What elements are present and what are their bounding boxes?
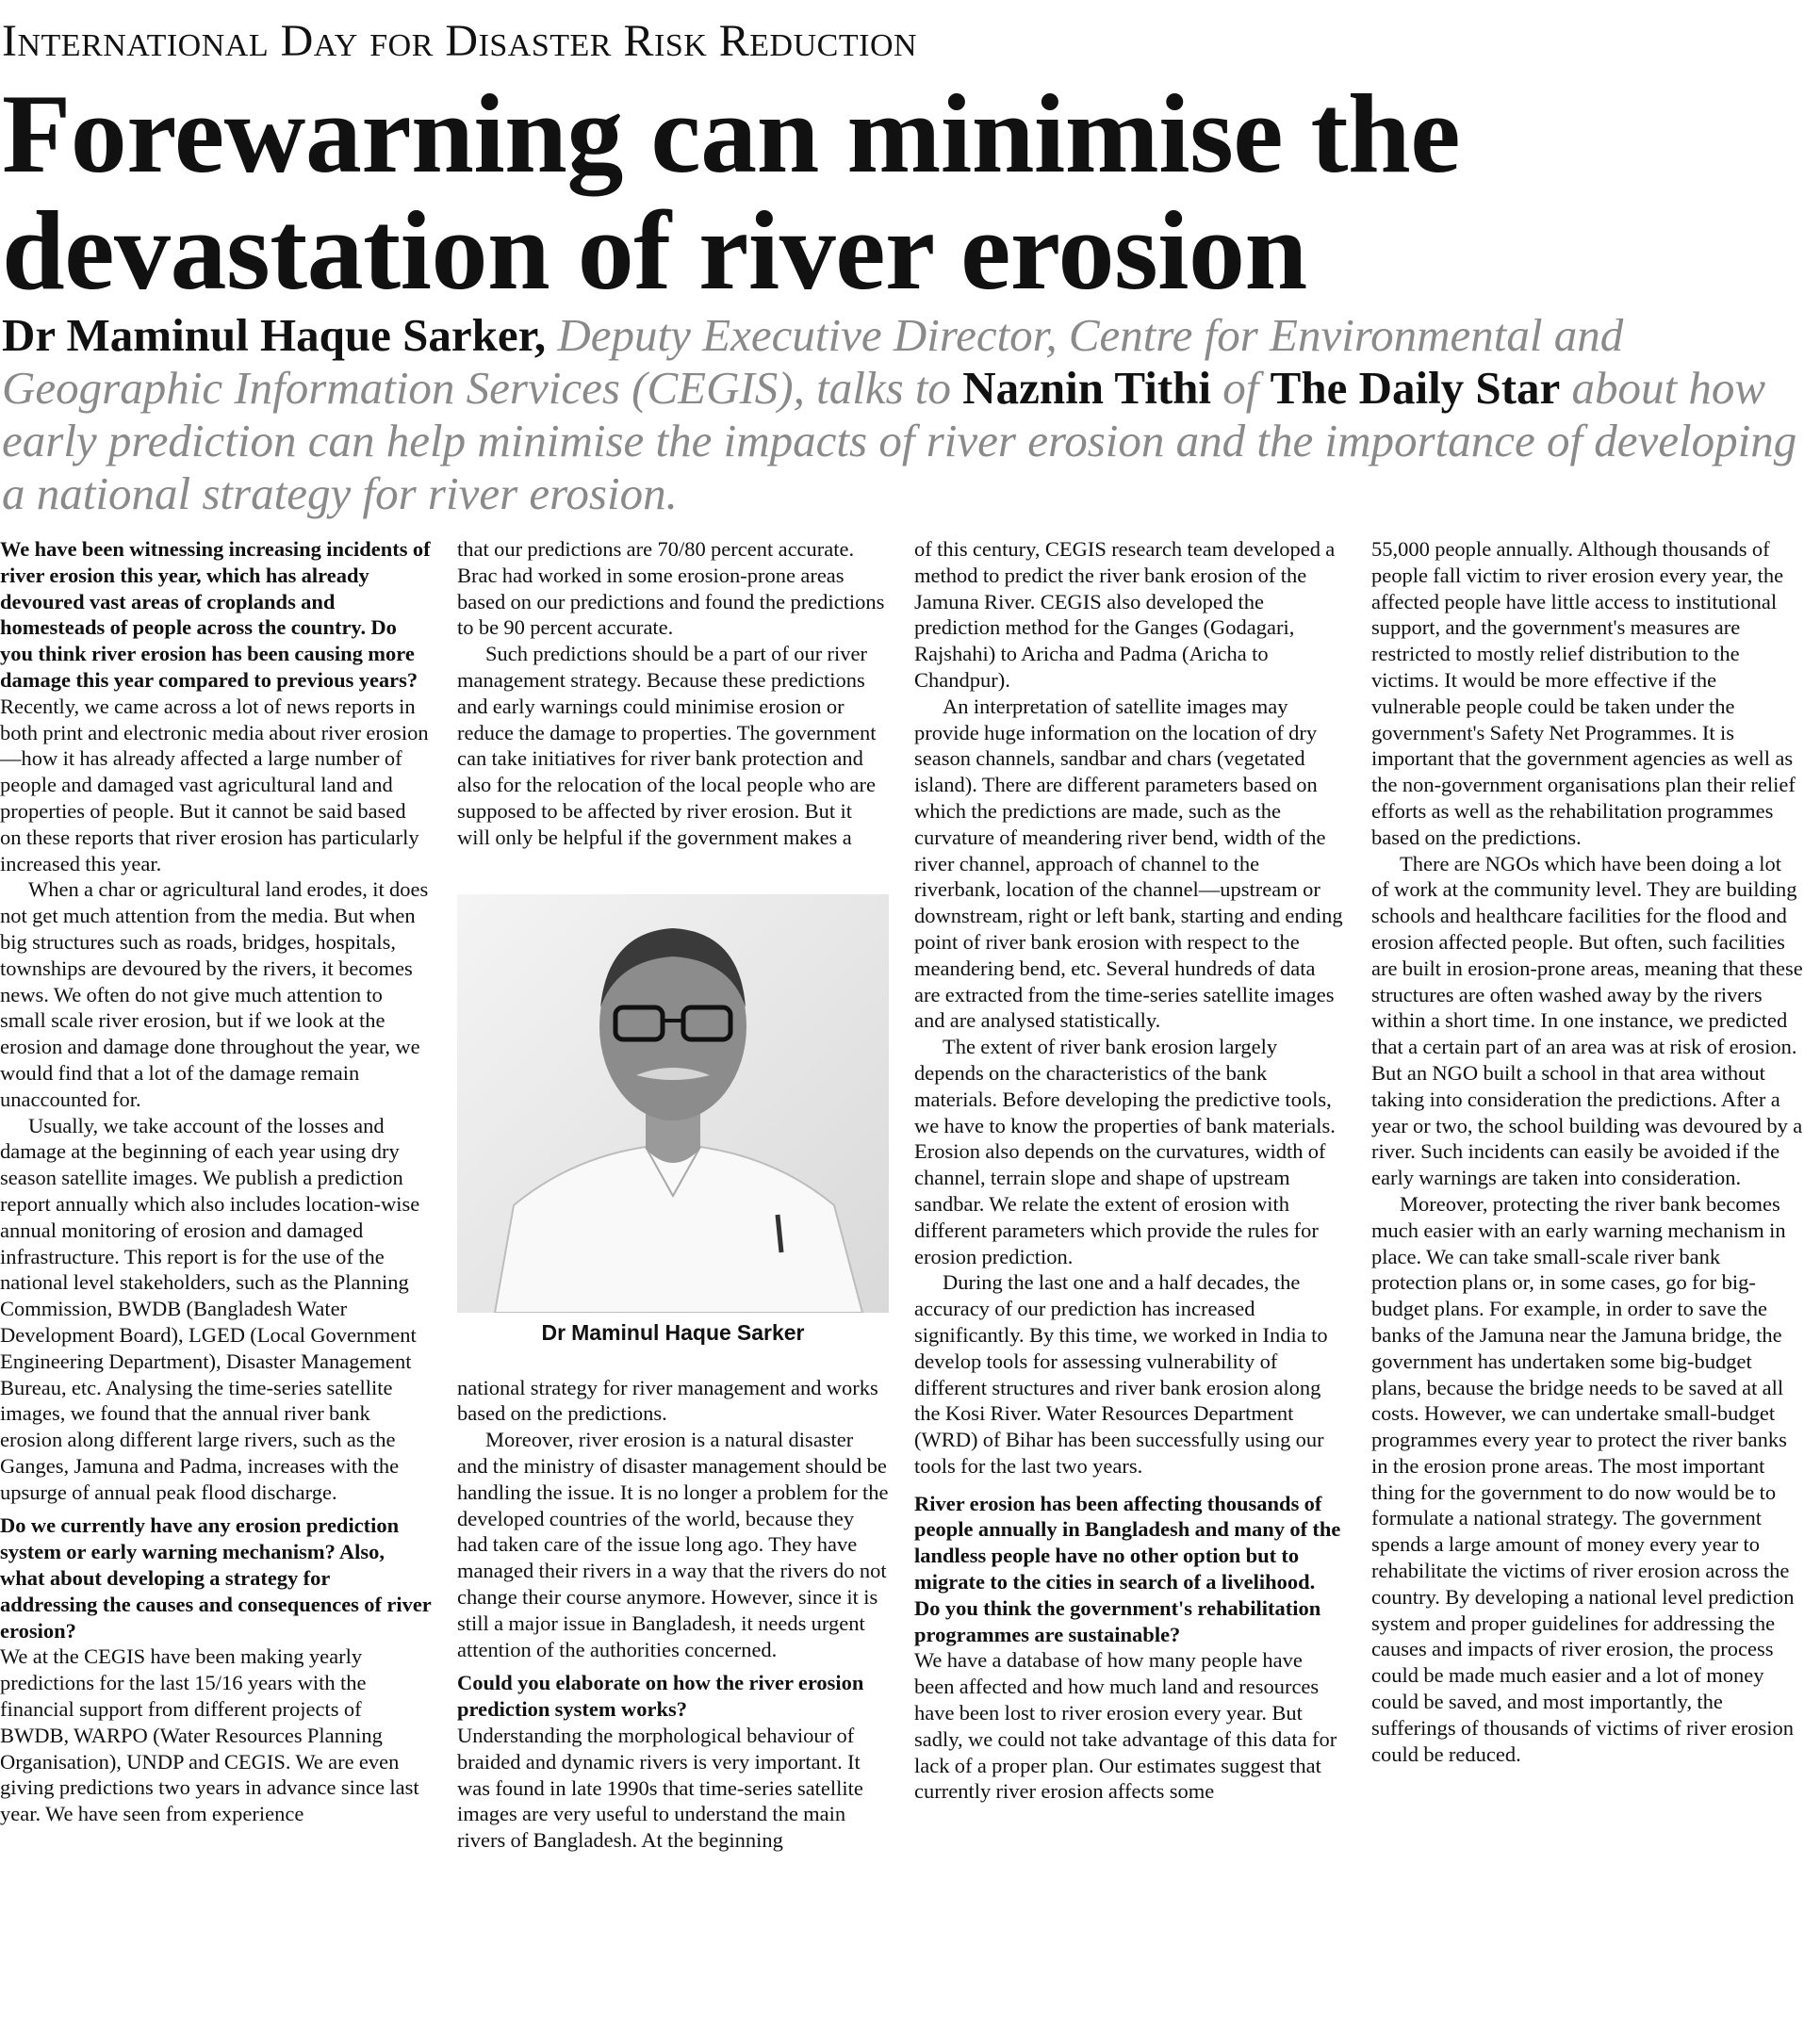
answer-paragraph: During the last one and a half decades, the accuracy of our prediction has increased significantly. By this time, we worked in India to develop tools for assessing vulnerability of different structures and river bank erosion along the Kosi River. Water Resources Department (WRD) of Bihar has been successfully using our tools for the last two years.: [914, 1270, 1328, 1478]
standfirst-topic: about how early prediction can help minimise the impacts of river erosion and the importance of developing a national strategy for river erosion.: [2, 362, 1797, 519]
question-1: We have been witnessing increasing incidents of river erosion this year, which has already devoured vast areas of croplands and homesteads of people across the country. Do you think river erosion has been causing more damage this year compared to previous years?: [0, 537, 431, 692]
answer-paragraph: When a char or agricultural land erodes, it does not get much attention from the media. But when big structures such as roads, bridges, hospitals, townships are devoured by the rivers, it becomes news. We often do not give much attention to small scale river erosion, but if we look at the erosion and damage done throughout the year, we would find that a lot of the damage remain unaccounted for.: [0, 877, 429, 1111]
article-body: [0, 536, 1804, 2044]
answer-paragraph: Moreover, river erosion is a natural disaster and the ministry of disaster management should be handling the issue. It is no longer a problem for the developed countries of the world, because they had taken care of the issue long ago. They have managed their rivers in a way that the rivers do not change their course anymore. However, since it is still a major issue in Bangladesh, it needs urgent attention of the authorities concerned.: [457, 1428, 889, 1661]
answer-paragraph: 55,000 people annually. Although thousands of people fall victim to river erosion every year, the affected people have little access to institutional support, and the government's measures are restricted to mostly relief distribution to the victims. It would be more effective if the vulnerable people could be taken under the government's Safety Net Programmes. It is important that the government agencies as well as the non-government organisations plan their relief efforts as well as the rehabilitation programmes based on the predictions.: [1371, 537, 1796, 849]
interviewer-name: Naznin Tithi: [962, 362, 1212, 414]
answer-paragraph: An interpretation of satellite images may provide huge information on the location of dry season channels, sandbar and chars (vegetated island). There are different parameters based on which the predictions are made, such as the curvature of meandering river bend, width of the river channel, approach of channel to the riverbank, location of the channel—upstream or downstream, right or left bank, starting and ending point of river bank erosion with respect to the meandering bend, etc. Several hundreds of data are extracted from the time-series satellite images and are analysed statistically.: [914, 694, 1343, 1033]
answer-paragraph: Usually, we take account of the losses and damage at the beginning of each year using dry season satellite images. We publish a prediction report annually which also includes location-wise annual monitoring of erosion and damaged infrastructure. This report is for the use of the national level stakeholders, such as the Planning Commission, BWDB (Bangladesh Water Development Board), LGED (Local Government Engineering Department), Disaster Management Bureau, etc. Analysing the time-series satellite images, we found that the annual river bank erosion along different large rivers, such as the Ganges, Jamuna and Padma, increases with the upsurge of annual peak flood discharge.: [0, 1113, 420, 1504]
portrait-photo: [457, 894, 889, 1313]
answer-paragraph: There are NGOs which have been doing a lot of work at the community level. They are building schools and healthcare facilities for the flood and erosion affected people. But often, such facilities are built in erosion-prone areas, meaning that these structures are often washed away by the rivers within a short time. In one instance, we predicted that a certain part of an area was at risk of erosion. But an NGO built a school in that area without taking into consideration the predictions. After a year or two, the school building was devoured by a river. Such incidents can easily be avoided if the early warnings are taken into consideration.: [1371, 851, 1803, 1190]
answer-paragraph: Moreover, protecting the river bank becomes much easier with an early warning mechanism in place. We can take small-scale river bank protection plans or, in some cases, go for big-budget plans. For example, in order to save the banks of the Jamuna near the Jamuna bridge, the government has undertaken some big-budget plans, because the bridge needs to be saved at all costs. However, we can undertake small-budget programmes every year to protect the river banks in the erosion prone areas. The most important thing for the government to do now would be to formulate a national strategy. The government spends a large amount of money every year to rehabilitate the victims of river erosion across the country. By developing a national level prediction system and proper guidelines for addressing the causes and impacts of river erosion, the process could be made much easier and a lot of money could be saved, and most importantly, the sufferings of thousands of victims of river erosion could be reduced.: [1371, 1191, 1795, 1766]
question-4: River erosion has been affecting thousands of people annually in Bangladesh and many of the landless people have no other option but to migrate to the cities in search of a livelihood. Do you think the government's rehabilitation programmes are sustainable?: [914, 1491, 1341, 1646]
section-kicker: International Day for Disaster Risk Reduction: [2, 16, 918, 66]
column-3: [914, 536, 1346, 2044]
column-2: [457, 536, 889, 2044]
column-4: [1371, 536, 1803, 2044]
column-1: [0, 536, 432, 2044]
question-3: Could you elaborate on how the river erosion prediction system works?: [457, 1671, 864, 1722]
publication-name: The Daily Star: [1270, 362, 1561, 414]
answer-paragraph: The extent of river bank erosion largely depends on the characteristics of the bank materials. Before developing the predictive tools, we have to know the properties of bank materials. Erosion also depends on the curvatures, width of channel, terrain slope and shape of upstream sandbar. We relate the extent of erosion with different parameters which provide the rules for erosion prediction.: [914, 1035, 1336, 1268]
answer-paragraph: Such predictions should be a part of our river management strategy. Because these predictions and early warnings could minimise erosion or reduce the damage to properties. The government can take initiatives for river bank protection and also for the relocation of the local people who are supposed to be affected by river erosion. But it will only be helpful if the government makes a: [457, 642, 877, 849]
answer-paragraph: national strategy for river management and works based on the predictions.: [457, 1375, 878, 1426]
standfirst-of: of: [1211, 362, 1271, 414]
photo-caption: Dr Maminul Haque Sarker: [541, 1319, 805, 1345]
question-2: Do we currently have any erosion prediction system or early warning mechanism? Also, what about developing a strategy for addressing the causes and consequences of river erosion?: [0, 1513, 432, 1643]
answer-paragraph: We have a database of how many people have been affected and how much land and resources have been lost to river erosion every year. But sadly, we could not take advantage of this data for lack of a proper plan. Our estimates suggest that currently river erosion affects some: [914, 1648, 1337, 1804]
answer-paragraph: of this century, CEGIS research team developed a method to predict the river bank erosion of the Jamuna River. CEGIS also developed the prediction method for the Ganges (Godagari, Rajshahi) to Aricha and Padma (Aricha to Chandpur).: [914, 537, 1336, 692]
standfirst: [2, 309, 1797, 520]
answer-paragraph: that our predictions are 70/80 percent accurate. Brac had worked in some erosion-prone areas based on our predictions and found the predictions to be 90 percent accurate.: [457, 537, 885, 640]
interviewee-name: Dr Maminul Haque Sarker,: [2, 309, 547, 361]
headline: Forewarning can minimise the devastation of river erosion: [2, 71, 1460, 313]
answer-paragraph: We at the CEGIS have been making yearly predictions for the last 15/16 years with the financial support from different projects of BWDB, WARPO (Water Resources Planning Organisation), UNDP and CEGIS. We are even giving predictions two years in advance since last year. We have seen from experience: [0, 1644, 419, 1826]
portrait-illustration: [457, 894, 889, 1313]
answer-paragraph: Recently, we came across a lot of news reports in both print and electronic media about river erosion—how it has already affected a large number of people and damaged vast agricultural land and properties of people. But it cannot be said based on these reports that river erosion has particularly increased this year.: [0, 694, 429, 875]
answer-paragraph: Understanding the morphological behaviour of braided and dynamic rivers is very important. It was found in late 1990s that time-series satellite images are very useful to understand the main rivers of Bangladesh. At the beginning: [457, 1723, 863, 1853]
interviewee-title: Deputy Executive Director, Centre for Environmental and Geographic Information Services (CEGIS), talks to: [2, 309, 1624, 414]
